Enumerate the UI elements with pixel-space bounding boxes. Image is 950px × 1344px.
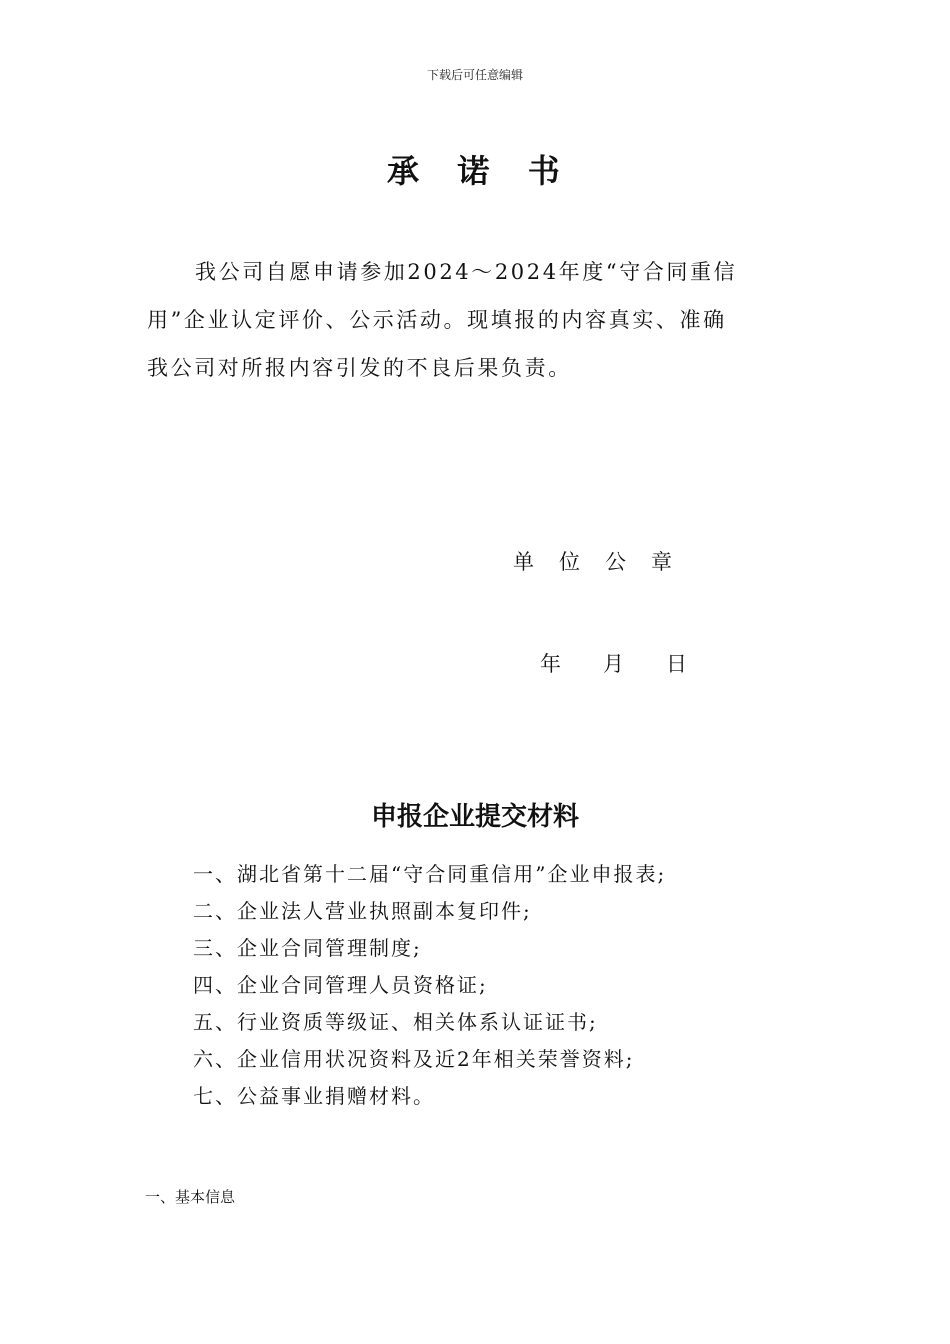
materials-title: 申报企业提交材料 [370, 802, 579, 832]
list-item: 一、湖北省第十二届“守合同重信用”企业申报表; [193, 862, 667, 886]
commitment-paragraph [147, 248, 807, 392]
document-title: 承 诺 书 [386, 152, 563, 190]
commitment-line: 用”企业认定评价、公示活动。现填报的内容真实、准确 [147, 308, 727, 332]
list-item: 七、公益事业捐赠材料。 [193, 1084, 435, 1108]
commitment-line: 我公司对所报内容引发的不良后果负责。 [147, 356, 572, 380]
list-item: 三、企业合同管理制度; [193, 936, 422, 960]
commitment-line: 我公司自愿申请参加2024～2024年度“守合同重信 [195, 260, 738, 284]
list-item: 五、行业资质等级证、相关体系认证证书; [193, 1010, 598, 1034]
seal-label: 单 位 公 章 [513, 550, 674, 574]
list-item: 二、企业法人营业执照副本复印件; [193, 899, 532, 923]
list-item: 四、企业合同管理人员资格证; [193, 973, 488, 997]
list-item: 六、企业信用状况资料及近2年相关荣誉资料; [193, 1047, 635, 1071]
materials-list [193, 856, 666, 1115]
header-note: 下载后可任意编辑 [426, 68, 523, 82]
date-label: 年 月 日 [540, 652, 687, 676]
section-heading: 一、基本信息 [145, 1188, 236, 1206]
